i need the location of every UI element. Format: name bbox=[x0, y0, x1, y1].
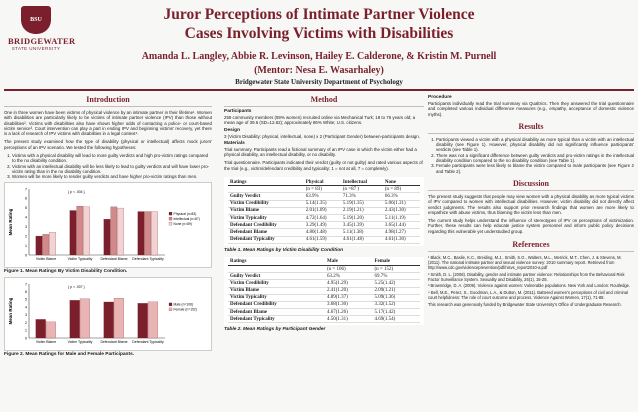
figure-2-chart bbox=[4, 277, 212, 351]
table-cell: 4.67(1.26) bbox=[325, 309, 373, 316]
legend-label: Female (n=152) bbox=[173, 307, 197, 312]
legend-label: Male (n=106) bbox=[173, 302, 194, 307]
hypothesis-item: 3. Women will be more likely to render guilty verdicts and have higher pro-victim ratings than men. bbox=[12, 174, 212, 179]
questionnaire-text: Trial questionnaire. Participants indicated their verdict (guilty or not guilty) and rated various aspects of the trial (e.g., victim/defendant credibility and typicality; 1 = not at all, 7 = completely). bbox=[224, 160, 423, 171]
table-row bbox=[228, 193, 420, 200]
table-cell: 4.50(1.31) bbox=[325, 316, 373, 323]
legend-label: Physical (n=83) bbox=[173, 211, 197, 216]
y-tick-label: 7 bbox=[25, 186, 27, 191]
bar bbox=[70, 210, 76, 255]
x-tick-label: Victim Blame bbox=[35, 256, 57, 261]
table-cell: 2.09(1.21) bbox=[372, 287, 420, 294]
x-tick-label: Victim Typicality bbox=[67, 339, 93, 344]
table-cell: 4.80(1.48) bbox=[304, 229, 341, 236]
table-cell: 5.19(1.20) bbox=[341, 215, 383, 222]
legend-label: None (n=89) bbox=[173, 221, 192, 226]
column-method bbox=[224, 92, 424, 336]
authors: Amanda L. Langley, Abbie R. Levinson, Hailey E. Calderone, & Kristin M. Purnell bbox=[141, 51, 497, 62]
introduction-heading: Introduction bbox=[4, 92, 212, 107]
bar bbox=[145, 211, 151, 254]
bar bbox=[148, 301, 158, 337]
x-tick-label: Defendant Typicality bbox=[132, 339, 164, 344]
table-cell: 4.98(1.27) bbox=[383, 229, 420, 236]
bar bbox=[104, 302, 114, 338]
bar bbox=[117, 208, 123, 255]
intro-paragraph-1: One in three women have been victims of physical violence by an intimate partner in their lifetime¹. Women with disabilities are particularly likely to be victims of intimate partner violence (IPV) than those without disabilities². Victims with disabilities also have shown higher odds of contacting a police- or court-based victim service³. Court intervention can play a part in ending IPV and beginning victims' recovery, yet there is a lack of research of IPV victims with disabilities in a legal context⁴. bbox=[4, 110, 212, 137]
reference-item: ¹ Black, M.C., Basile, K.C., Breiding, M.J., Smith, S.G., Walters, M.L., Merrick, M.T., Chen, J. & Stevens, M. (2011). The national intimate partner and sexual violence survey: 2010 summary report. Retrieved from http://www.cdc.gov/violenceprevention/pdf/nisvs_report2010-a.pdf bbox=[428, 255, 622, 271]
bar bbox=[138, 303, 148, 338]
table-cell: Victim Blame bbox=[228, 287, 325, 294]
department: Bridgewater State University Department of Psychology bbox=[235, 78, 403, 86]
hypothesis-item: 1. Victims with a physical disability will lead to more guilty verdicts and high pro-victim ratings compared to the no disability condition. bbox=[12, 153, 212, 164]
legend-swatch bbox=[169, 222, 172, 225]
table-cell: 5.11(1.19) bbox=[383, 215, 420, 222]
bar bbox=[46, 321, 56, 337]
table-row bbox=[228, 294, 420, 301]
column-results bbox=[428, 92, 634, 308]
table-2-caption: Table 2. Mean Ratings by Participant Gender bbox=[224, 327, 326, 333]
y-tick-label: 6 bbox=[25, 196, 27, 201]
table-row bbox=[228, 273, 420, 280]
table-cell: 5.09(1.36) bbox=[372, 294, 420, 301]
table-cell: 5.19(1.35) bbox=[341, 200, 383, 207]
shield-icon: BSU bbox=[21, 6, 51, 34]
table-n-cell: (n = 89) bbox=[383, 186, 420, 193]
discussion-paragraph-2: The current study helps understand the influence of stereotypes of IPV on perceptions of victimization. Further, these results can help educate justice system personnel and inform public policy decisions regarding this vulnerable yet understudied group. bbox=[428, 218, 634, 234]
y-tick-label: 0 bbox=[25, 335, 27, 340]
significance-annotation: { p < .007 } bbox=[68, 284, 85, 289]
bar bbox=[77, 206, 83, 255]
result-item: 2. There was not a significant difference between guilty verdicts and pro-victim ratings in the intellectual disability condition compared to the no disability condition (see Table 1). bbox=[436, 153, 634, 164]
table-cell: 63.9% bbox=[304, 193, 341, 200]
results-list bbox=[428, 137, 634, 174]
table-cell: 5.11(1.38) bbox=[341, 229, 383, 236]
table-header-cell: Intellectual bbox=[341, 179, 383, 186]
method-heading: Method bbox=[224, 92, 424, 107]
table-cell: 2.43(1.30) bbox=[383, 207, 420, 214]
table-row bbox=[228, 200, 420, 207]
table-cell: 4.69(1.54) bbox=[372, 316, 420, 323]
table-cell: Victim Blame bbox=[228, 207, 304, 214]
design-text: 3 (Victim Disability: physical, intellectual, none) x 2 (Participant Gender) between-participants design. bbox=[224, 133, 420, 139]
table-cell: 3.68(1.30) bbox=[325, 301, 373, 308]
table-n-cell: (n =87 ) bbox=[341, 186, 383, 193]
figure-1-caption: Figure 1. Mean Ratings By Victim Disability Condition. bbox=[4, 268, 128, 274]
y-tick-label: 7 bbox=[25, 281, 27, 286]
participants-text: 259 community members (59% women) recruited online via Mechanical Turk; 18 to 76 years old; a mean age of 39.6 (SD=12.82); approximately 86% White; U.S. citizens. bbox=[224, 115, 416, 126]
table-row bbox=[228, 287, 420, 294]
logo-subtitle: STATE UNIVERSITY bbox=[11, 46, 61, 51]
x-tick-label: Victim Typicality bbox=[67, 256, 93, 261]
materials-text: Trial summary. Participants read a fictional summary of an IPV case in which the victim either had a physical disability, an intellectual disability, or no disability. bbox=[224, 146, 417, 158]
table-cell: Victim Typicality bbox=[228, 294, 325, 301]
legend-swatch bbox=[169, 307, 172, 310]
figure-2-caption: Figure 2. Mean Ratings for Male and Female Participants. bbox=[4, 351, 135, 357]
y-tick-label: 0 bbox=[25, 252, 27, 257]
y-tick-label: 3 bbox=[25, 224, 27, 229]
table-cell: Defendant Typicality bbox=[228, 316, 325, 323]
discussion-paragraph-1: The present study suggests that people may view women with a physical disability as more typical victims of IPV compared to women with intellectual disabilities. However, victim disability did not directly affect verdict judgments. The results also support prior research findings that women are more likely to empathize with abuse victims, thus blaming the victim less than men. bbox=[428, 193, 634, 215]
header-divider bbox=[4, 89, 634, 91]
bar bbox=[104, 219, 110, 255]
x-tick-label: Defendant Typicality bbox=[132, 256, 164, 261]
table-2 bbox=[224, 257, 424, 326]
table-header-cell: Female bbox=[372, 259, 420, 266]
y-tick-label: 2 bbox=[25, 320, 27, 325]
table-n-row bbox=[228, 265, 420, 272]
table-cell: Guilty Verdict bbox=[228, 193, 304, 200]
materials-title: Materials bbox=[224, 140, 245, 146]
y-axis-label: Mean Rating bbox=[8, 297, 13, 324]
table-cell: 4.95(1.29) bbox=[325, 280, 373, 287]
hypothesis-item: 2. Victims with an intellectual disability will be less likely to lead to guilty verdicts and will have lower pro-victim rating than in the no disability condition. bbox=[12, 164, 212, 175]
table-cell: 4.61(1.59) bbox=[304, 236, 341, 243]
table-n-cell bbox=[228, 186, 304, 193]
significance-annotation: { p < .004 } bbox=[68, 189, 85, 194]
table-cell: 5.06(1.31) bbox=[383, 200, 420, 207]
design-title: Design bbox=[224, 127, 240, 133]
procedure-title: Procedure bbox=[428, 95, 452, 100]
bar bbox=[111, 206, 117, 254]
y-tick-label: 6 bbox=[25, 289, 27, 294]
y-tick-label: 1 bbox=[25, 243, 27, 248]
intro-paragraph-2: The present study examined how the type of disability (physical or intellectual) affects mock jurors' perceptions of an IPV scenario. We tested the following hypotheses: bbox=[4, 139, 212, 150]
table-cell: Victim Credibility bbox=[228, 200, 304, 207]
table-1-header-row bbox=[228, 179, 420, 186]
table-cell: Defendant Blame bbox=[228, 229, 304, 236]
table-cell: 69.7% bbox=[372, 273, 420, 280]
reference-item: ² Smith, D. L. (2008). Disability, gender and intimate partner violence: Relationships from the Behavioral Risk Factor Surveillance System. Sexuality and Disability, 26(1), 15-28. bbox=[428, 271, 625, 282]
table-cell: 2.41(1.20) bbox=[325, 287, 373, 294]
table-cell: Defendant Credibility bbox=[228, 222, 304, 229]
funding-note: This research was generously funded by Bridgewater State University's Office of Undergraduate Research. bbox=[428, 301, 622, 307]
results-heading: Results bbox=[428, 119, 634, 134]
table-cell: 4.89(1.37) bbox=[325, 294, 373, 301]
figure-2-svg bbox=[5, 278, 211, 350]
table-n-cell: (n = 83) bbox=[304, 186, 341, 193]
column-introduction bbox=[4, 92, 212, 360]
discussion-heading: Discussion bbox=[428, 176, 634, 191]
figure-1-chart bbox=[4, 182, 212, 268]
table-n-cell: (n = 152) bbox=[372, 265, 420, 272]
table-1-caption: Table 1. Mean Ratings by Victim Disability Condition bbox=[224, 247, 344, 253]
legend-swatch bbox=[169, 217, 172, 220]
table-row bbox=[228, 301, 420, 308]
table-cell: 4.61(1.30) bbox=[383, 236, 420, 243]
table-1 bbox=[224, 177, 424, 246]
table-header-cell: Ratings bbox=[228, 259, 325, 266]
table-cell: 5.17(1.42) bbox=[372, 309, 420, 316]
table-cell: 4.61(1.48) bbox=[341, 236, 383, 243]
reference-item: ³ Brownridge, D. A. (2009). Violence against women: Vulnerable populations. New York and London: Routledge. bbox=[428, 283, 631, 289]
table-cell: 4.72(1.64) bbox=[304, 215, 341, 222]
table-row bbox=[228, 280, 420, 287]
participants-title: Participants bbox=[224, 109, 252, 114]
table-n-cell: (n = 106) bbox=[325, 265, 373, 272]
y-tick-label: 5 bbox=[25, 297, 27, 302]
bar bbox=[151, 211, 157, 254]
table-cell: Victim Credibility bbox=[228, 280, 325, 287]
table-cell: Defendant Blame bbox=[228, 309, 325, 316]
x-tick-label: Victim Blame bbox=[35, 339, 57, 344]
bar bbox=[49, 232, 55, 255]
table-row bbox=[228, 229, 420, 236]
logo-name: BRIDGEWATER bbox=[8, 36, 76, 46]
table-n-cell bbox=[228, 265, 325, 272]
legend-label: Intellectual (n=87) bbox=[173, 216, 200, 221]
table-cell: 5.14(1.35) bbox=[304, 200, 341, 207]
table-cell: 2.01(1.09) bbox=[304, 207, 341, 214]
table-row bbox=[228, 215, 420, 222]
poster-title-line-2: Cases Involving Victims with Disabilities bbox=[184, 25, 454, 42]
table-cell: 3.29(1.49) bbox=[304, 222, 341, 229]
bar bbox=[138, 211, 144, 254]
table-cell: 63.2% bbox=[325, 273, 373, 280]
table-cell: Victim Typicality bbox=[228, 215, 304, 222]
x-tick-label: Defendant Blame bbox=[100, 339, 128, 344]
mentor: (Mentor: Nesa E. Wasarhaley) bbox=[254, 65, 384, 76]
poster-title-line-1: Juror Perceptions of Intimate Partner Violence bbox=[163, 6, 475, 23]
table-cell: 71.3% bbox=[341, 193, 383, 200]
y-tick-label: 1 bbox=[25, 328, 27, 333]
table-2-header-row bbox=[228, 259, 420, 266]
table-row bbox=[228, 316, 420, 323]
table-row bbox=[228, 309, 420, 316]
bar bbox=[80, 298, 90, 337]
table-header-cell: None bbox=[383, 179, 420, 186]
figure-1-svg bbox=[5, 183, 211, 267]
y-tick-label: 3 bbox=[25, 312, 27, 317]
table-1-grid bbox=[228, 179, 420, 244]
table-cell: 3.32(1.52) bbox=[372, 301, 420, 308]
references-heading: References bbox=[428, 237, 634, 252]
legend-swatch bbox=[169, 212, 172, 215]
bar bbox=[43, 234, 49, 255]
table-header-cell: Male bbox=[325, 259, 373, 266]
legend-swatch bbox=[169, 302, 172, 305]
y-tick-label: 4 bbox=[25, 215, 27, 220]
table-cell: 5.25(1.42) bbox=[372, 280, 420, 287]
table-header-cell: Ratings bbox=[228, 179, 304, 186]
table-cell: 3.45(1.39) bbox=[341, 222, 383, 229]
references-list bbox=[428, 255, 634, 307]
y-tick-label: 4 bbox=[25, 305, 27, 310]
bar bbox=[70, 300, 80, 338]
table-n-row bbox=[228, 186, 420, 193]
table-cell: 66.3% bbox=[383, 193, 420, 200]
table-row bbox=[228, 236, 420, 243]
result-item: 3. Female participants were less likely to blame the victim compared to male participants (see Figure 2 and Table 2). bbox=[436, 163, 634, 174]
bar bbox=[83, 206, 89, 254]
y-axis-label: Mean Rating bbox=[8, 208, 13, 235]
table-cell: 3.65(1.44) bbox=[383, 222, 420, 229]
table-row bbox=[228, 222, 420, 229]
table-2-grid bbox=[228, 259, 420, 324]
table-cell: Guilty Verdict bbox=[228, 273, 325, 280]
y-tick-label: 2 bbox=[25, 234, 27, 239]
table-cell: 2.19(1.21) bbox=[341, 207, 383, 214]
y-tick-label: 5 bbox=[25, 205, 27, 210]
procedure-text: Participants individually read the trial summary via Qualtrics. Then they answered the trial questionnaire and completed various individual difference measures (e.g., empathy, acceptance of domestic violence myths). bbox=[428, 101, 634, 117]
x-tick-label: Defendant Blame bbox=[100, 256, 128, 261]
table-cell: Defendant Typicality bbox=[228, 236, 304, 243]
table-cell: Defendant Credibility bbox=[228, 301, 325, 308]
bar bbox=[36, 236, 42, 255]
bar bbox=[36, 319, 46, 338]
result-item: 1. Participants viewed a victim with a physical disability as more typical than a victim with an intellectual disability (see Figure 1). However, physical disability did not significantly influence participants' verdicts (see Table 1). bbox=[436, 137, 634, 153]
table-row bbox=[228, 207, 420, 214]
reference-item: ⁴ Bell, M.E., Perez, S., Goodman, L.A., & Dutton, M. (2011). Battered women's perceptions of civil and criminal court helpfulness: The role of court outcome and process. Violence Against Women, 17(1), 71-88. bbox=[428, 289, 628, 300]
bar bbox=[114, 298, 124, 338]
table-header-cell: Physical bbox=[304, 179, 341, 186]
hypotheses-list bbox=[4, 153, 212, 179]
